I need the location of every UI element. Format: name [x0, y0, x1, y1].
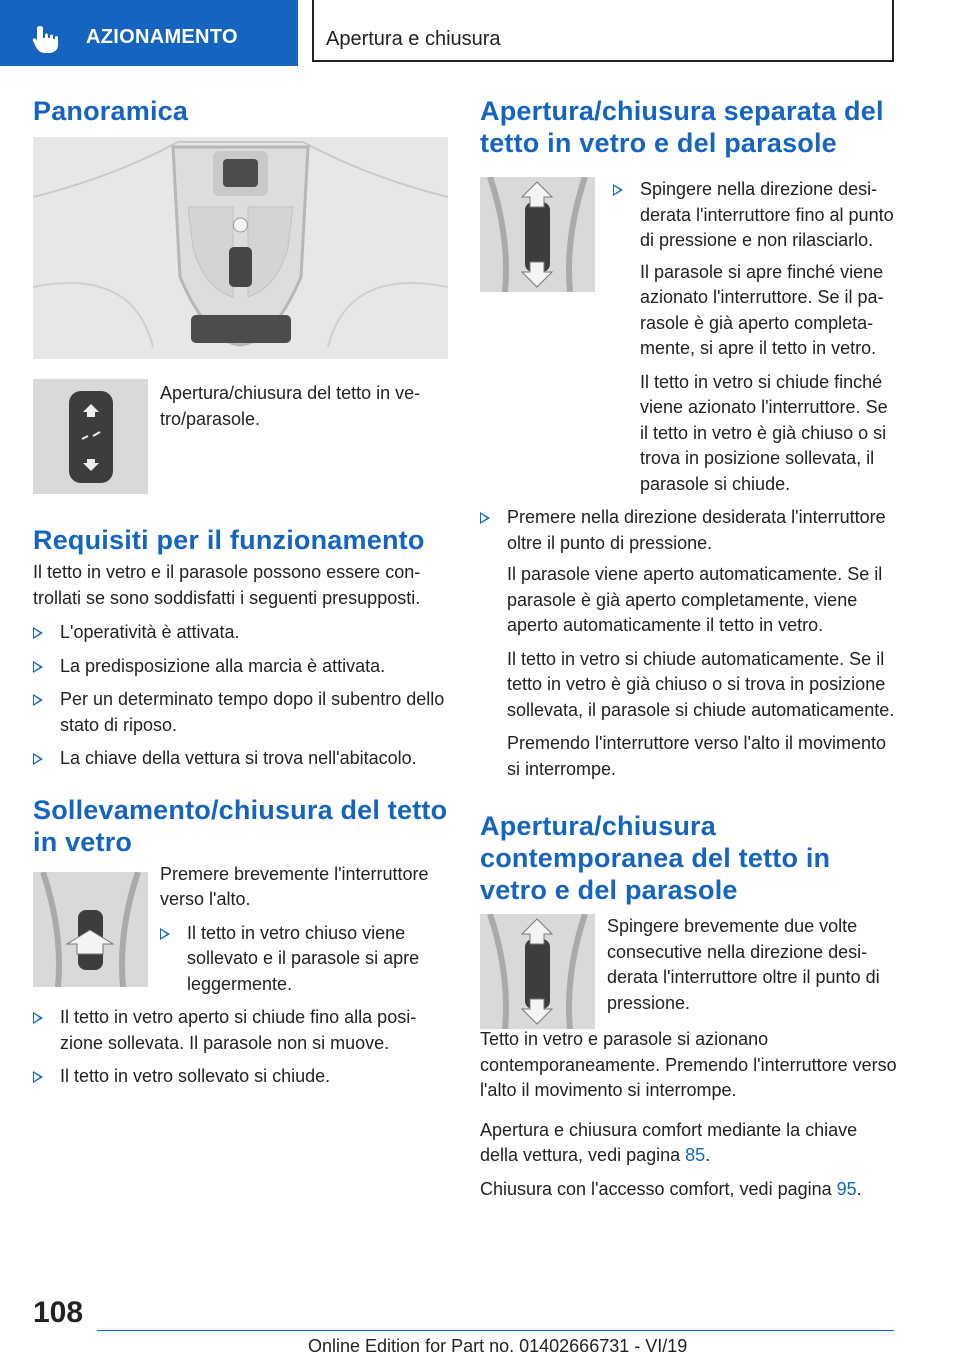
triangle-bullet-icon [33, 661, 43, 673]
list-item: Il tetto in vetro sollevato si chiude. [33, 1064, 453, 1090]
triangle-bullet-icon [33, 1012, 43, 1024]
simultaneous-heading: Apertura/chiusura contemporanea del tetto in vetro e del parasole [480, 811, 831, 905]
requirements-list [33, 620, 453, 772]
overview-heading: Panoramica [33, 96, 189, 126]
lifting-row [33, 862, 453, 1006]
page-title-box [312, 0, 894, 62]
footer-edition: Online Edition for Part no. 01402666731 - VI/19 [308, 1336, 688, 1356]
footer-divider [97, 1330, 894, 1331]
paragraph: Il parasole si apre finché viene azionato l'interruttore. Se il parasole è già aperto completamente, si apre il tetto in vetro. [640, 261, 884, 358]
list-item: Spingere nella direzione desiderata l'interruttore fino al punto di pressione e non rilasciarlo. Il parasole si apre finché viene azionato l'interruttore. Se il parasole è già aperto completamente, si apre il tetto in vetro. Il tetto in vetro si chiude finché viene azionato l'interruttore. Se il tetto in vetro è già chiuso o si trova in posizione sollevata, il parasole si chiude. [613, 177, 900, 497]
page-link-85[interactable]: 85 [685, 1145, 706, 1165]
list-item: L'operatività è attivata. [33, 620, 453, 646]
switch-image [33, 379, 148, 494]
switch-updown-image [480, 177, 595, 292]
triangle-bullet-icon [33, 627, 43, 639]
section-tab [0, 0, 298, 66]
separate-text [607, 177, 900, 505]
simultaneous-text-1: Spingere brevemente due volte consecutive nella direzione desiderata l'interruttore oltre il punto di pressione. [607, 916, 880, 1013]
switch-double-image [480, 914, 595, 1029]
page-title: Apertura e chiusura [326, 28, 501, 50]
section-label: AZIONAMENTO [86, 26, 238, 48]
triangle-bullet-icon [160, 928, 170, 940]
separate-list [480, 505, 900, 782]
paragraph: Il tetto in vetro si chiude automaticamente. Se il tetto in vetro è già chiuso o si trova in posizione sollevata, il parasole si chiude automaticamente. [507, 648, 895, 720]
switch-up-image [33, 872, 148, 987]
access-ref: Chiusura con l'accesso comfort, vedi pagina 95. [480, 1178, 862, 1199]
list-item: La predisposizione alla marcia è attivata. [33, 654, 453, 680]
paragraph: Il parasole viene aperto automaticamente. Se il parasole è già aperto completamente, viene aperto automaticamente il tetto in vetro. [507, 564, 883, 635]
overview-switch-row [33, 379, 453, 494]
page-number: 108 [33, 1296, 84, 1329]
roof-console-image [33, 137, 448, 359]
simultaneous-text-2: Tetto in vetro e parasole si azionano contemporaneamente. Premendo l'interruttore verso l'alto il movimento si interrompe. [480, 1029, 897, 1100]
separate-row [480, 177, 900, 505]
separate-heading: Apertura/chiusura separata del tetto in vetro e del parasole [480, 96, 884, 158]
lifting-list [33, 1005, 453, 1090]
list-item: Il tetto in vetro aperto si chiude fino alla posizione sollevata. Il parasole non si muove. [33, 1005, 453, 1056]
triangle-bullet-icon [613, 184, 623, 196]
paragraph: Premendo l'interruttore verso l'alto il movimento si interrompe. [507, 733, 887, 779]
lifting-text [160, 862, 453, 1006]
list-item: La chiave della vettura si trova nell'abitacolo. [33, 746, 453, 772]
overview-caption: Apertura/chiusura del tetto in vetro/parasole. [160, 383, 421, 429]
lifting-instruction: Premere brevemente l'interruttore verso l'alto. [160, 863, 429, 909]
list-item: Premere nella direzione desiderata l'interruttore oltre il punto di pressione. Il parasole viene aperto automaticamente. Se il parasole è già aperto completamente, viene aperto automaticamente il tetto in vetro. Il tetto in vetro si chiude automaticamente. Se il tetto in vetro è già chiuso o si trova in posizione sollevata, il parasole si chiude automaticamente. Premendo l'interruttore verso l'alto il movimento si interrompe. [480, 505, 900, 782]
left-column [33, 95, 453, 1098]
triangle-bullet-icon [33, 1071, 43, 1083]
requirements-heading: Requisiti per il funzionamento [33, 525, 425, 555]
requirements-intro: Il tetto in vetro e il parasole possono essere controllati se sono soddisfatti i seguenti presupposti. [33, 562, 421, 608]
right-column [480, 95, 900, 1210]
triangle-bullet-icon [33, 753, 43, 765]
simultaneous-row [480, 914, 900, 1029]
comfort-ref: Apertura e chiusura comfort mediante la chiave della vettura, vedi pagina 85. [480, 1119, 858, 1165]
list-item: Per un determinato tempo dopo il subentro dello stato di riposo. [33, 687, 453, 738]
page-link-95[interactable]: 95 [836, 1178, 857, 1199]
paragraph: Il tetto in vetro si chiude finché viene azionato l'interruttore. Se il tetto in vetro è già chiuso o si trova in posizione sollevata, il parasole si chiude. [640, 371, 888, 494]
triangle-bullet-icon [33, 694, 43, 706]
hand-pointer-icon [32, 24, 66, 54]
lifting-heading: Sollevamento/chiusura del tetto in vetro [33, 794, 448, 857]
triangle-bullet-icon [480, 512, 490, 524]
list-item: Il tetto in vetro chiuso viene sollevato e il parasole si apre leggermente. [160, 921, 453, 998]
